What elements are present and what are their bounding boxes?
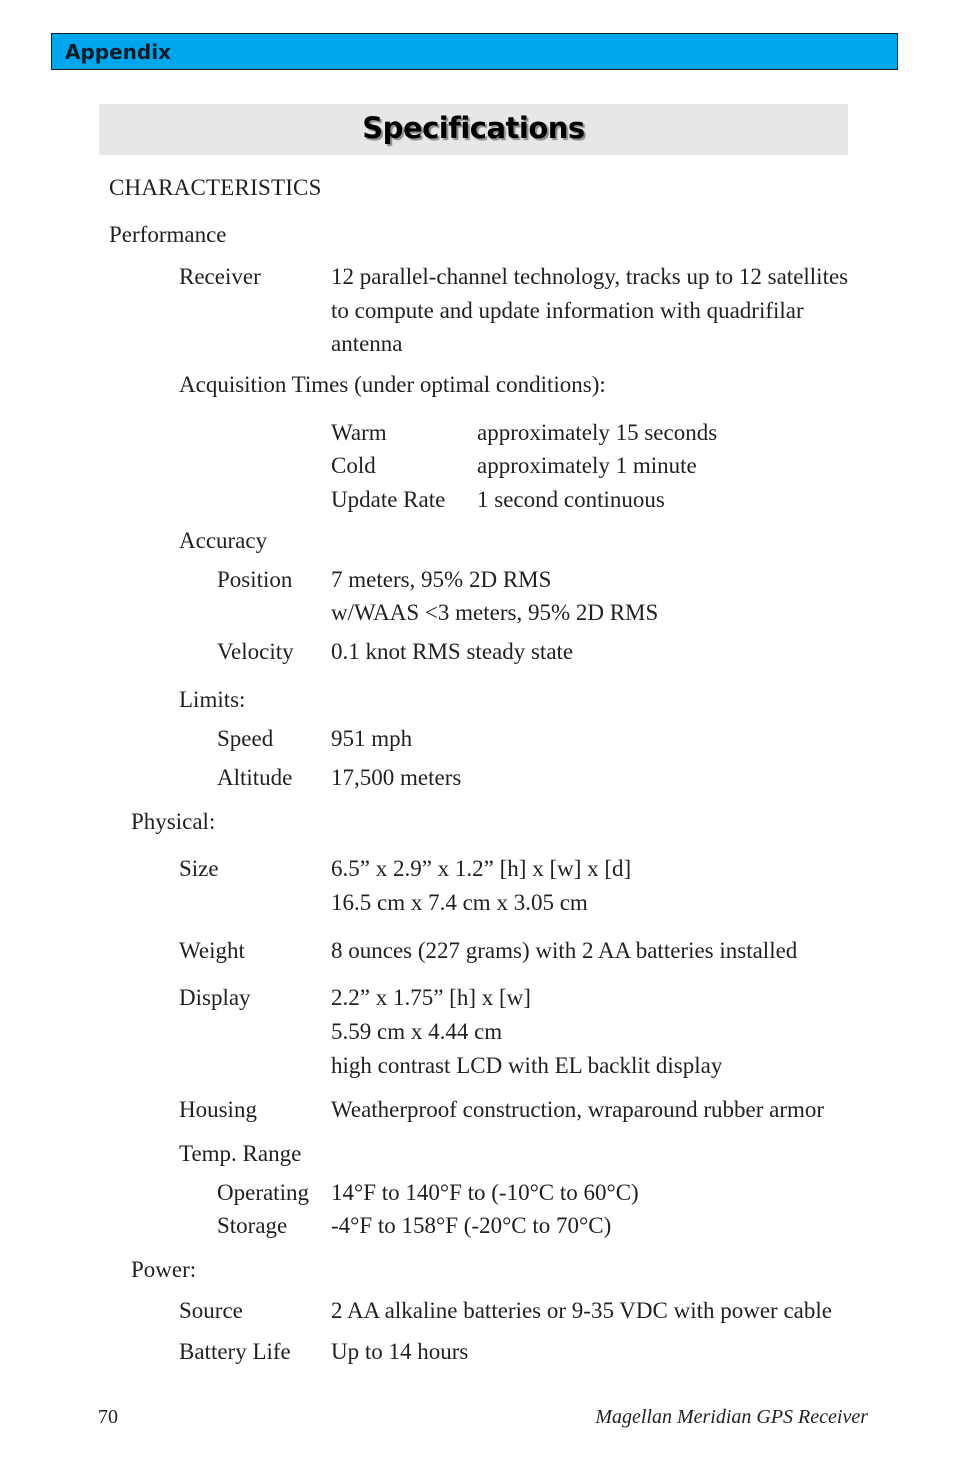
operating-label: Operating bbox=[217, 1180, 309, 1205]
position-label: Position bbox=[217, 567, 293, 592]
temp-heading: Temp. Range bbox=[179, 1141, 302, 1166]
speed-label: Speed bbox=[217, 726, 274, 751]
display-label: Display bbox=[179, 985, 251, 1010]
battery-label: Battery Life bbox=[179, 1339, 291, 1364]
title-box bbox=[99, 104, 848, 155]
velocity-value: 0.1 knot RMS steady state bbox=[331, 639, 574, 664]
acq-cold-label: Cold bbox=[331, 453, 376, 478]
section-label: Appendix bbox=[65, 40, 171, 64]
storage-label: Storage bbox=[217, 1213, 288, 1238]
display-line-1: 2.2” x 1.75” [h] x [w] bbox=[331, 985, 531, 1010]
battery-value: Up to 14 hours bbox=[331, 1339, 469, 1364]
altitude-label: Altitude bbox=[217, 765, 293, 790]
source-value: 2 AA alkaline batteries or 9-35 VDC with power cable bbox=[331, 1298, 832, 1323]
acq-warm-value: approximately 15 seconds bbox=[477, 420, 718, 445]
acq-update-value: 1 second continuous bbox=[477, 487, 665, 512]
size-label: Size bbox=[179, 856, 219, 881]
velocity-label: Velocity bbox=[217, 639, 294, 664]
page-title: Specifications bbox=[362, 111, 585, 145]
section-banner bbox=[51, 33, 898, 70]
receiver-line-1: 12 parallel-channel technology, tracks up to 12 satellites bbox=[331, 264, 849, 289]
accuracy-heading: Accuracy bbox=[179, 528, 268, 553]
display-line-2: 5.59 cm x 4.44 cm bbox=[331, 1019, 503, 1044]
size-line-2: 16.5 cm x 7.4 cm x 3.05 cm bbox=[331, 890, 588, 915]
storage-value: -4°F to 158°F (-20°C to 70°C) bbox=[331, 1213, 612, 1238]
housing-value: Weatherproof construction, wraparound rubber armor bbox=[331, 1097, 825, 1122]
receiver-line-2: to compute and update information with quadrifilar bbox=[331, 298, 804, 323]
limits-heading: Limits: bbox=[179, 687, 246, 712]
acq-warm-label: Warm bbox=[331, 420, 387, 445]
receiver-label: Receiver bbox=[179, 264, 261, 289]
physical-heading: Physical: bbox=[131, 809, 216, 834]
receiver-line-3: antenna bbox=[331, 331, 403, 356]
weight-value: 8 ounces (227 grams) with 2 AA batteries installed bbox=[331, 938, 798, 963]
display-line-3: high contrast LCD with EL backlit display bbox=[331, 1053, 723, 1078]
acq-cold-value: approximately 1 minute bbox=[477, 453, 697, 478]
operating-value: 14°F to 140°F to (-10°C to 60°C) bbox=[331, 1180, 639, 1205]
characteristics-heading: CHARACTERISTICS bbox=[109, 175, 322, 200]
size-line-1: 6.5” x 2.9” x 1.2” [h] x [w] x [d] bbox=[331, 856, 632, 881]
acquisition-heading: Acquisition Times (under optimal conditions): bbox=[179, 372, 606, 397]
page-number: 70 bbox=[98, 1406, 118, 1428]
book-title: Magellan Meridian GPS Receiver bbox=[595, 1406, 868, 1428]
position-line-1: 7 meters, 95% 2D RMS bbox=[331, 567, 552, 592]
housing-label: Housing bbox=[179, 1097, 257, 1122]
acq-update-label: Update Rate bbox=[331, 487, 446, 512]
source-label: Source bbox=[179, 1298, 243, 1323]
position-line-2: w/WAAS <3 meters, 95% 2D RMS bbox=[331, 600, 659, 625]
performance-heading: Performance bbox=[109, 222, 227, 247]
weight-label: Weight bbox=[179, 938, 245, 963]
speed-value: 951 mph bbox=[331, 726, 413, 751]
power-heading: Power: bbox=[131, 1257, 197, 1282]
altitude-value: 17,500 meters bbox=[331, 765, 462, 790]
